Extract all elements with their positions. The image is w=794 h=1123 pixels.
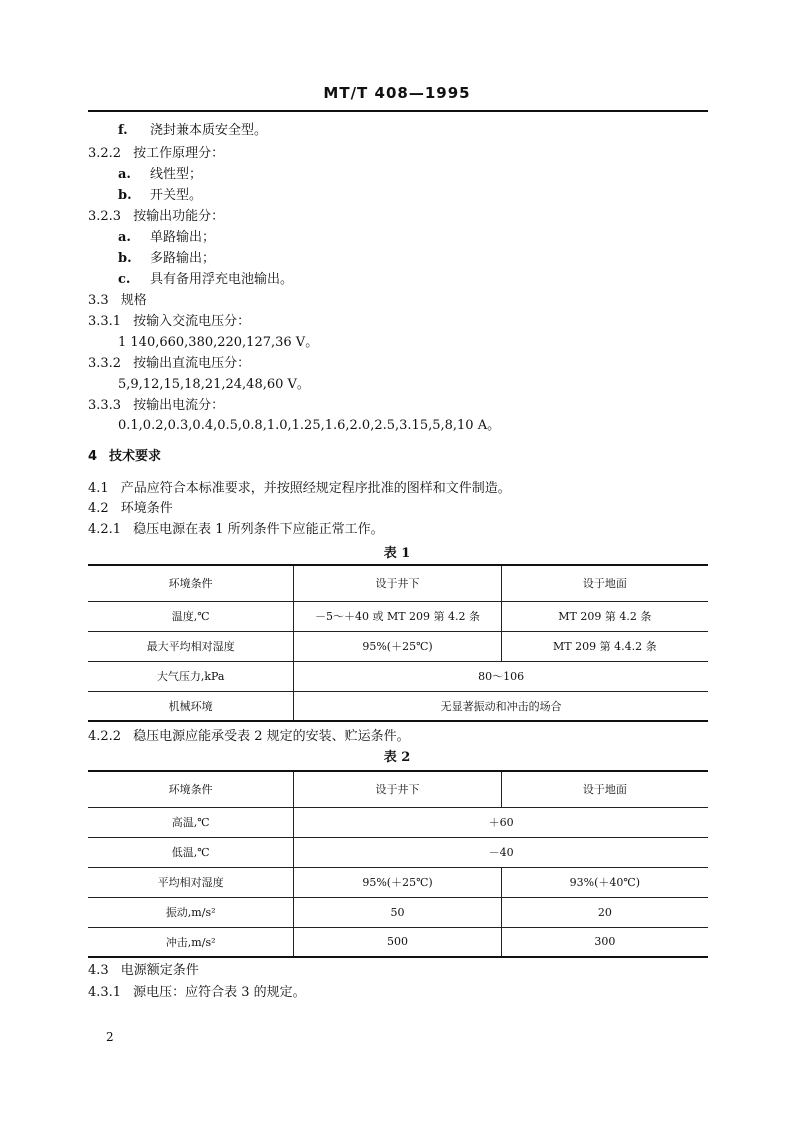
list-item-a [118,229,215,247]
table-header-row [88,565,708,601]
clause-number: 3.3 [88,293,109,308]
list-text: 浇封兼本质安全型。 [150,123,268,138]
table-header-cell: 设于地面 [501,565,708,601]
clause-3-3-1 [88,313,250,331]
clause-number: 3.3.1 [88,314,122,329]
table-row [88,927,708,957]
clause-text: 源电压：应符合表 3 的规定。 [133,985,306,1000]
clause-4-3 [88,962,199,980]
clause-text: 电源额定条件 [120,963,199,978]
clause-3-3-2 [88,355,250,373]
clause-text: 按输出功能分： [133,209,225,224]
voltage-values-input: 1 140,660,380,220,127,36 V。 [118,335,319,350]
table-cell: 20 [501,897,708,927]
clause-3-2-2 [88,145,224,163]
table-cell: 80～106 [294,661,708,691]
table-row [88,661,708,691]
table-cell: －40 [294,837,708,867]
list-item-c [118,271,293,289]
clause-text: 规格 [120,293,147,308]
clause-text: 稳压电源应能承受表 2 规定的安装、贮运条件。 [133,729,410,744]
list-text: 单路输出； [150,230,216,245]
table-cell: 平均相对湿度 [88,867,294,897]
list-text: 开关型。 [150,188,203,203]
list-item-a [118,166,202,184]
table-1 [88,564,708,722]
clause-4-3-1 [88,984,306,1002]
clause-text: 按输出直流电压分： [133,356,251,371]
table-cell: 振动,m/s² [88,897,294,927]
table-row [88,867,708,897]
table-row [88,837,708,867]
clause-text: 环境条件 [120,501,173,516]
table-cell: 最大平均相对湿度 [88,631,294,661]
current-values: 0.1,0.2,0.3,0.4,0.5,0.8,1.0,1.25,1.6,2.0,2.5,3.15,5,8,10 A。 [118,418,501,433]
section-title: 技术要求 [109,449,162,464]
clause-number: 3.2.2 [88,146,122,161]
table1-caption: 表 1 [383,546,411,561]
clause-4-2 [88,500,173,518]
table-cell: ＋60 [294,807,708,837]
clause-text: 稳压电源在表 1 所列条件下应能正常工作。 [133,522,384,537]
page-header-title: MT/T 408—1995 [323,84,471,102]
table-cell: 50 [294,897,501,927]
table-cell: －5～＋40 或 MT 209 第 4.2 条 [294,601,501,631]
table-cell: 95%(＋25℃) [294,867,501,897]
list-item-b [118,187,202,205]
table-cell: 93%(＋40℃) [501,867,708,897]
clause-3-2-3 [88,208,224,226]
list-marker: c. [118,272,131,287]
page-number: 2 [106,1030,114,1044]
clause-4-2-2 [88,728,410,746]
section-4-heading [88,448,161,466]
table-row [88,601,708,631]
table-header-cell: 设于井下 [294,771,501,807]
clause-number: 4.2.2 [88,729,122,744]
clause-number: 3.3.3 [88,398,122,413]
table-cell: 95%(＋25℃) [294,631,501,661]
voltage-values-output: 5,9,12,15,18,21,24,48,60 V。 [118,377,310,392]
table-cell: 低温,℃ [88,837,294,867]
table-cell: 机械环境 [88,691,294,721]
list-marker: b. [118,251,132,266]
list-item-f [118,122,267,140]
list-item-b [118,250,215,268]
table-row [88,897,708,927]
clause-3-3-3 [88,397,224,415]
table-cell: 高温,℃ [88,807,294,837]
list-marker: a. [118,167,131,182]
table-header-cell: 设于井下 [294,565,501,601]
table-cell: 大气压力,kPa [88,661,294,691]
table-row [88,807,708,837]
clause-number: 4.3 [88,963,109,978]
clause-text: 产品应符合本标准要求，并按照经规定程序批准的图样和文件制造。 [120,481,511,496]
table-cell: MT 209 第 4.4.2 条 [501,631,708,661]
list-text: 线性型； [150,167,203,182]
table-cell: MT 209 第 4.2 条 [501,601,708,631]
clause-3-3 [88,292,147,310]
table-row [88,631,708,661]
table2-caption: 表 2 [383,750,411,765]
section-number: 4 [88,449,98,464]
list-text: 具有备用浮充电池输出。 [150,272,294,287]
table-cell: 温度,℃ [88,601,294,631]
clause-text: 按输入交流电压分： [133,314,251,329]
clause-text: 按工作原理分： [133,146,225,161]
clause-number: 4.1 [88,481,109,496]
clause-number: 3.3.2 [88,356,122,371]
clause-text: 按输出电流分： [133,398,225,413]
table-header-cell: 环境条件 [88,771,294,807]
table-cell: 500 [294,927,501,957]
clause-4-1 [88,480,511,498]
table-cell: 冲击,m/s² [88,927,294,957]
table-header-cell: 设于地面 [501,771,708,807]
clause-number: 4.2.1 [88,522,122,537]
table-header-row [88,771,708,807]
table-cell: 300 [501,927,708,957]
table-row [88,691,708,721]
list-marker: f. [118,123,128,138]
clause-number: 3.2.3 [88,209,122,224]
list-text: 多路输出； [150,251,216,266]
header-rule [88,110,708,112]
table-2 [88,770,708,958]
table-header-cell: 环境条件 [88,565,294,601]
table-cell: 无显著振动和冲击的场合 [294,691,708,721]
clause-number: 4.3.1 [88,985,122,1000]
list-marker: a. [118,230,131,245]
clause-number: 4.2 [88,501,109,516]
clause-4-2-1 [88,521,384,539]
list-marker: b. [118,188,132,203]
